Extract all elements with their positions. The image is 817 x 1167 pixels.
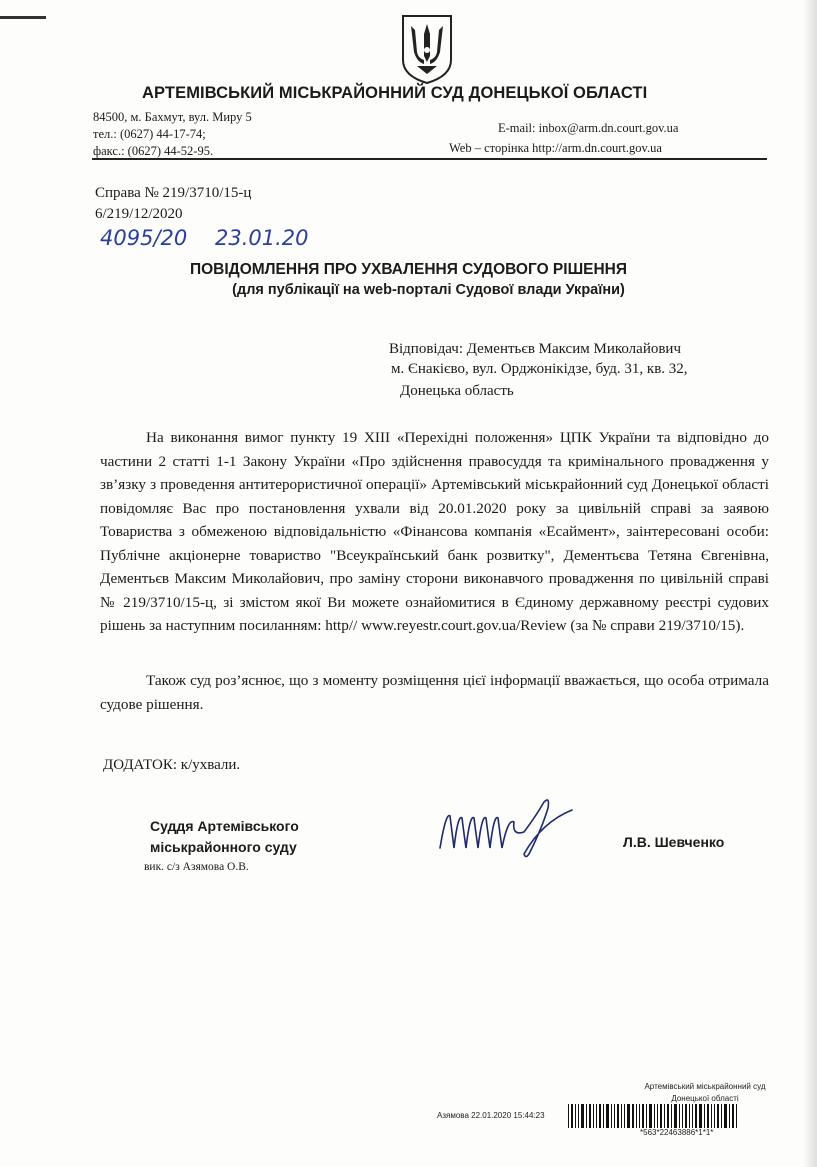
stamp-region: Донецької області [671, 1094, 739, 1103]
court-phone: тел.: (0627) 44-17-74; [93, 127, 206, 141]
case-number: Справа № 219/3710/15-ц [95, 185, 252, 201]
notice-body [100, 426, 769, 638]
header-divider [92, 158, 767, 160]
scan-edge-shadow [803, 0, 817, 1167]
judge-name: Л.В. Шевченко [623, 834, 725, 850]
judge-signature [432, 792, 582, 864]
judge-title-line2: міськрайонного суду [150, 839, 297, 855]
notice-paragraph: На виконання вимог пункту 19 XIII «Перехідні положення» ЦПК України та відповідно до частини 2 статті 1-1 Закону України «Про здійснення правосуддя та кримінального провадження у зв’язку з проведення антитерористичної операції» Артемівський міськрайонний суд Донецької області повідомляє Вас про постановлення ухвали від 20.01.2020 року за цивільній справі за заявою Товариства з обмеженою відповідальністю «Фінансова компанія «Есаймент», заінтересовані особи: Публічне акціонерне товариство "Всеукраїнський банк розвитку", Дементьєва Тетяна Євгенівна, Дементьєв Максим Миколайович, про заміну сторони виконавчого провадження по цивільній справі № 219/3710/15-ц, зі змістом якої Ви можете ознайомитися в Єдиному державному реєстрі судових рішень за наступним посиланням: http// www.reyestr.court.gov.ua/Review (за № справи 219/3710/15). [100, 429, 769, 634]
respondent-region: Донецька область [400, 383, 514, 399]
clarification-paragraph: Також суд роз’яснює, що з моменту розміщення цієї інформації вважається, що особа отримала судове рішення. [100, 672, 769, 713]
respondent-name: Відповідач: Дементьєв Максим Миколайович [389, 341, 682, 357]
stamp-user-timestamp: Азямова 22.01.2020 15:44:23 [437, 1111, 545, 1120]
court-email: E-mail: inbox@arm.dn.court.gov.ua [498, 121, 679, 135]
document-title: ПОВІДОМЛЕННЯ ПРО УХВАЛЕННЯ СУДОВОГО РІШЕННЯ [189, 261, 628, 278]
barcode-text: *563*22463886*1*1* [640, 1128, 714, 1137]
coat-of-arms-icon [399, 12, 455, 86]
respondent-address: м. Єнакієво, вул. Орджонікідзе, буд. 31, кв. 32, [391, 361, 688, 377]
stamp-court-name: Артемівський міськрайонний суд [644, 1082, 766, 1091]
clarification-body [100, 669, 769, 716]
handwritten-registration-date: 23.01.20 [215, 226, 309, 250]
executor-note: вик. с/з Азямова О.В. [144, 861, 249, 873]
document-barcode [568, 1104, 739, 1128]
handwritten-registration-number: 4095/20 [100, 226, 188, 250]
court-name: АРТЕМІВСЬКИЙ МІСЬКРАЙОННИЙ СУД ДОНЕЦЬКОЇ ОБЛАСТІ [142, 84, 648, 102]
court-address: 84500, м. Бахмут, вул. Миру 5 [93, 110, 252, 124]
document-subtitle: (для публікації на web-порталі Судової влади України) [232, 282, 625, 298]
attachment-note: ДОДАТОК: к/ухвали. [103, 757, 241, 773]
case-reference: 6/219/12/2020 [95, 206, 183, 222]
court-website: Web – сторінка http://arm.dn.court.gov.ua [449, 141, 662, 155]
scan-corner-mark [0, 16, 46, 19]
judge-title-line1: Суддя Артемівського [150, 818, 299, 834]
court-fax: факс.: (0627) 44-52-95. [93, 144, 214, 158]
